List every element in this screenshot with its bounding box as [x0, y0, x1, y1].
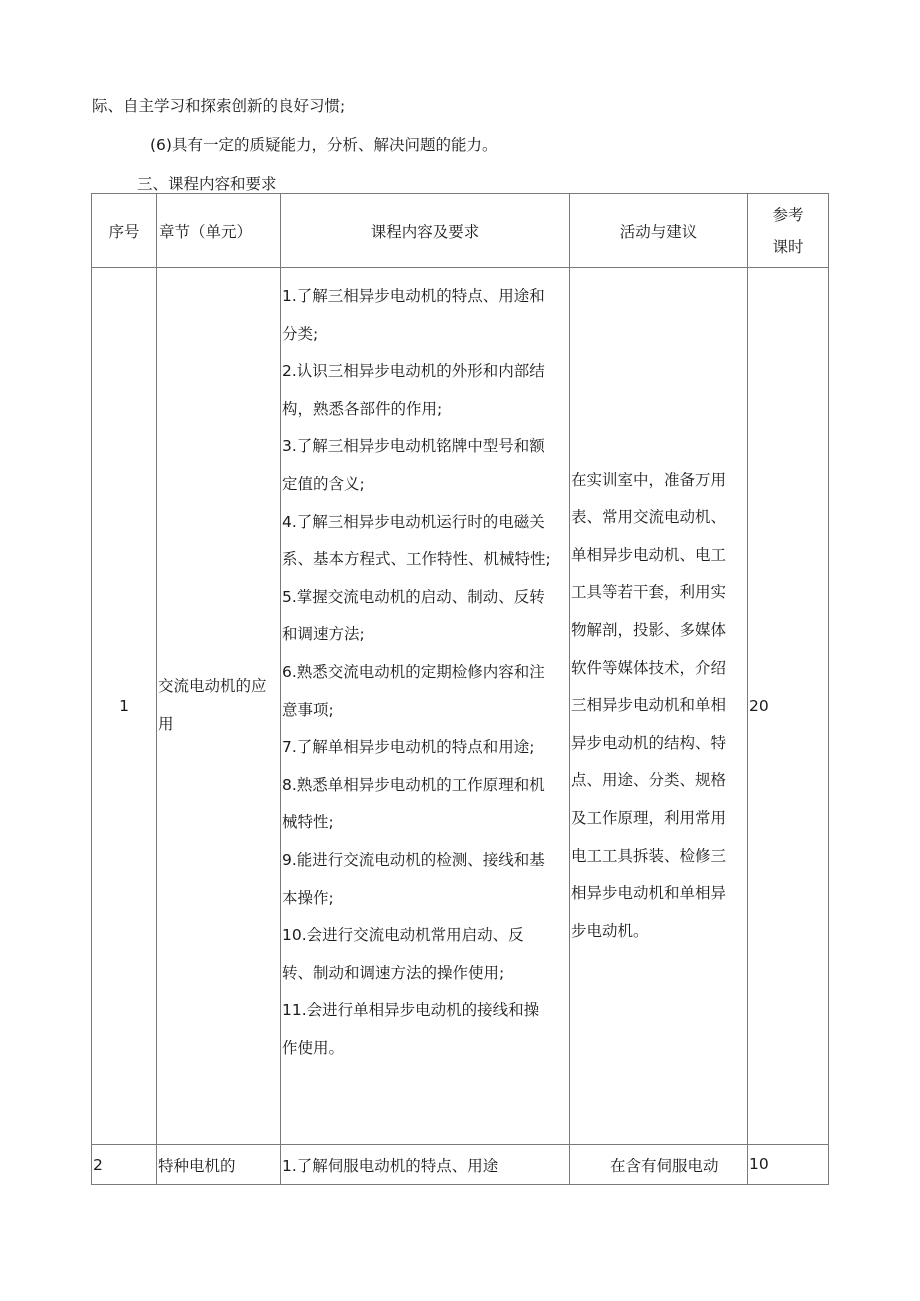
row-activity: [570, 1145, 748, 1185]
activity-line: 异步电动机的结构、特: [571, 733, 727, 752]
content-line: 7.了解单相异步电动机的特点和用途;: [282, 738, 535, 757]
content-line: 作使用。: [282, 1038, 345, 1057]
content-line: 意事项;: [282, 700, 334, 719]
activity-line: 软件等媒体技术，介绍: [571, 658, 727, 677]
content-line: 构，熟悉各部件的作用;: [282, 399, 443, 418]
activity-line: 步电动机。: [571, 921, 649, 940]
paragraph-line-1: 际、自主学习和探索创新的良好习惯;: [92, 97, 346, 115]
content-line: 系、基本方程式、工作特性、机械特性;: [282, 550, 551, 569]
content-line: 4.了解三相异步电动机运行时的电磁关: [282, 512, 545, 531]
content-line: 5.掌握交流电动机的启动、制动、反转: [282, 587, 545, 606]
row-chapter-line: 交流电动机的应: [158, 677, 267, 696]
row-chapter: 特种电机的: [157, 1145, 281, 1185]
paragraph-line-2: (6)具有一定的质疑能力，分析、解决问题的能力。: [150, 136, 498, 154]
header-content: 课程内容及要求: [281, 194, 570, 268]
row-index: 1: [92, 268, 157, 1145]
header-index: 序号: [92, 194, 157, 268]
content-line: 定值的含义;: [282, 474, 365, 493]
table-row: [92, 1145, 829, 1185]
content-line: 1.了解三相异步电动机的特点、用途和: [282, 287, 545, 305]
row-chapter: [157, 268, 281, 1145]
section-heading: 三、课程内容和要求: [137, 175, 277, 193]
activity-line: 表、常用交流电动机、: [571, 508, 727, 527]
table-header-row: [92, 194, 829, 268]
header-hours-line2: 课时: [772, 237, 804, 256]
content-line: 8.熟悉单相异步电动机的工作原理和机: [282, 775, 545, 794]
activity-line: 相异步电动机和单相异: [571, 884, 727, 903]
content-line: 和调速方法;: [282, 625, 365, 644]
header-hours: [748, 194, 829, 268]
activity-line: 三相异步电动机和单相: [571, 696, 727, 715]
content-line: 转、制动和调速方法的操作使用;: [282, 963, 505, 982]
activity-line: 单相异步电动机、电工: [571, 545, 727, 564]
course-content-table: [91, 193, 829, 1185]
row-activity-text: 在含有伺服电动: [610, 1156, 719, 1175]
activity-line: 电工工具拆装、检修三: [571, 846, 727, 865]
content-line: 11.会进行单相异步电动机的接线和操: [282, 1001, 540, 1020]
activity-line: 点、用途、分类、规格: [571, 771, 727, 790]
row-index: 2: [92, 1145, 157, 1185]
content-line: 3.了解三相异步电动机铭牌中型号和额: [282, 437, 545, 456]
content-line: 9.能进行交流电动机的检测、接线和基: [282, 850, 545, 869]
content-line: 分类;: [282, 324, 319, 343]
table-row: [92, 268, 829, 1145]
row-hours: 20: [748, 268, 829, 1145]
content-line: 6.熟悉交流电动机的定期检修内容和注: [282, 662, 545, 681]
row-content: [281, 268, 570, 1145]
content-line: 2.认识三相异步电动机的外形和内部结: [282, 362, 545, 381]
activity-line: 及工作原理，利用常用: [571, 808, 727, 827]
header-hours-line1: 参考: [772, 205, 804, 224]
row-hours: 10: [748, 1145, 829, 1185]
activity-line: 在实训室中，准备万用: [571, 470, 727, 489]
content-line: 本操作;: [282, 888, 334, 907]
activity-line: 工具等若干套，利用实: [571, 583, 727, 602]
header-chapter: 章节（单元）: [157, 194, 281, 268]
row-chapter-line: 用: [158, 715, 174, 733]
row-activity: [570, 268, 748, 1145]
content-line: 10.会进行交流电动机常用启动、反: [282, 926, 524, 945]
content-line: 械特性;: [282, 813, 334, 832]
activity-line: 物解剖，投影、多媒体: [571, 621, 727, 640]
header-activity: 活动与建议: [570, 194, 748, 268]
row-content: 1.了解伺服电动机的特点、用途: [281, 1145, 570, 1185]
